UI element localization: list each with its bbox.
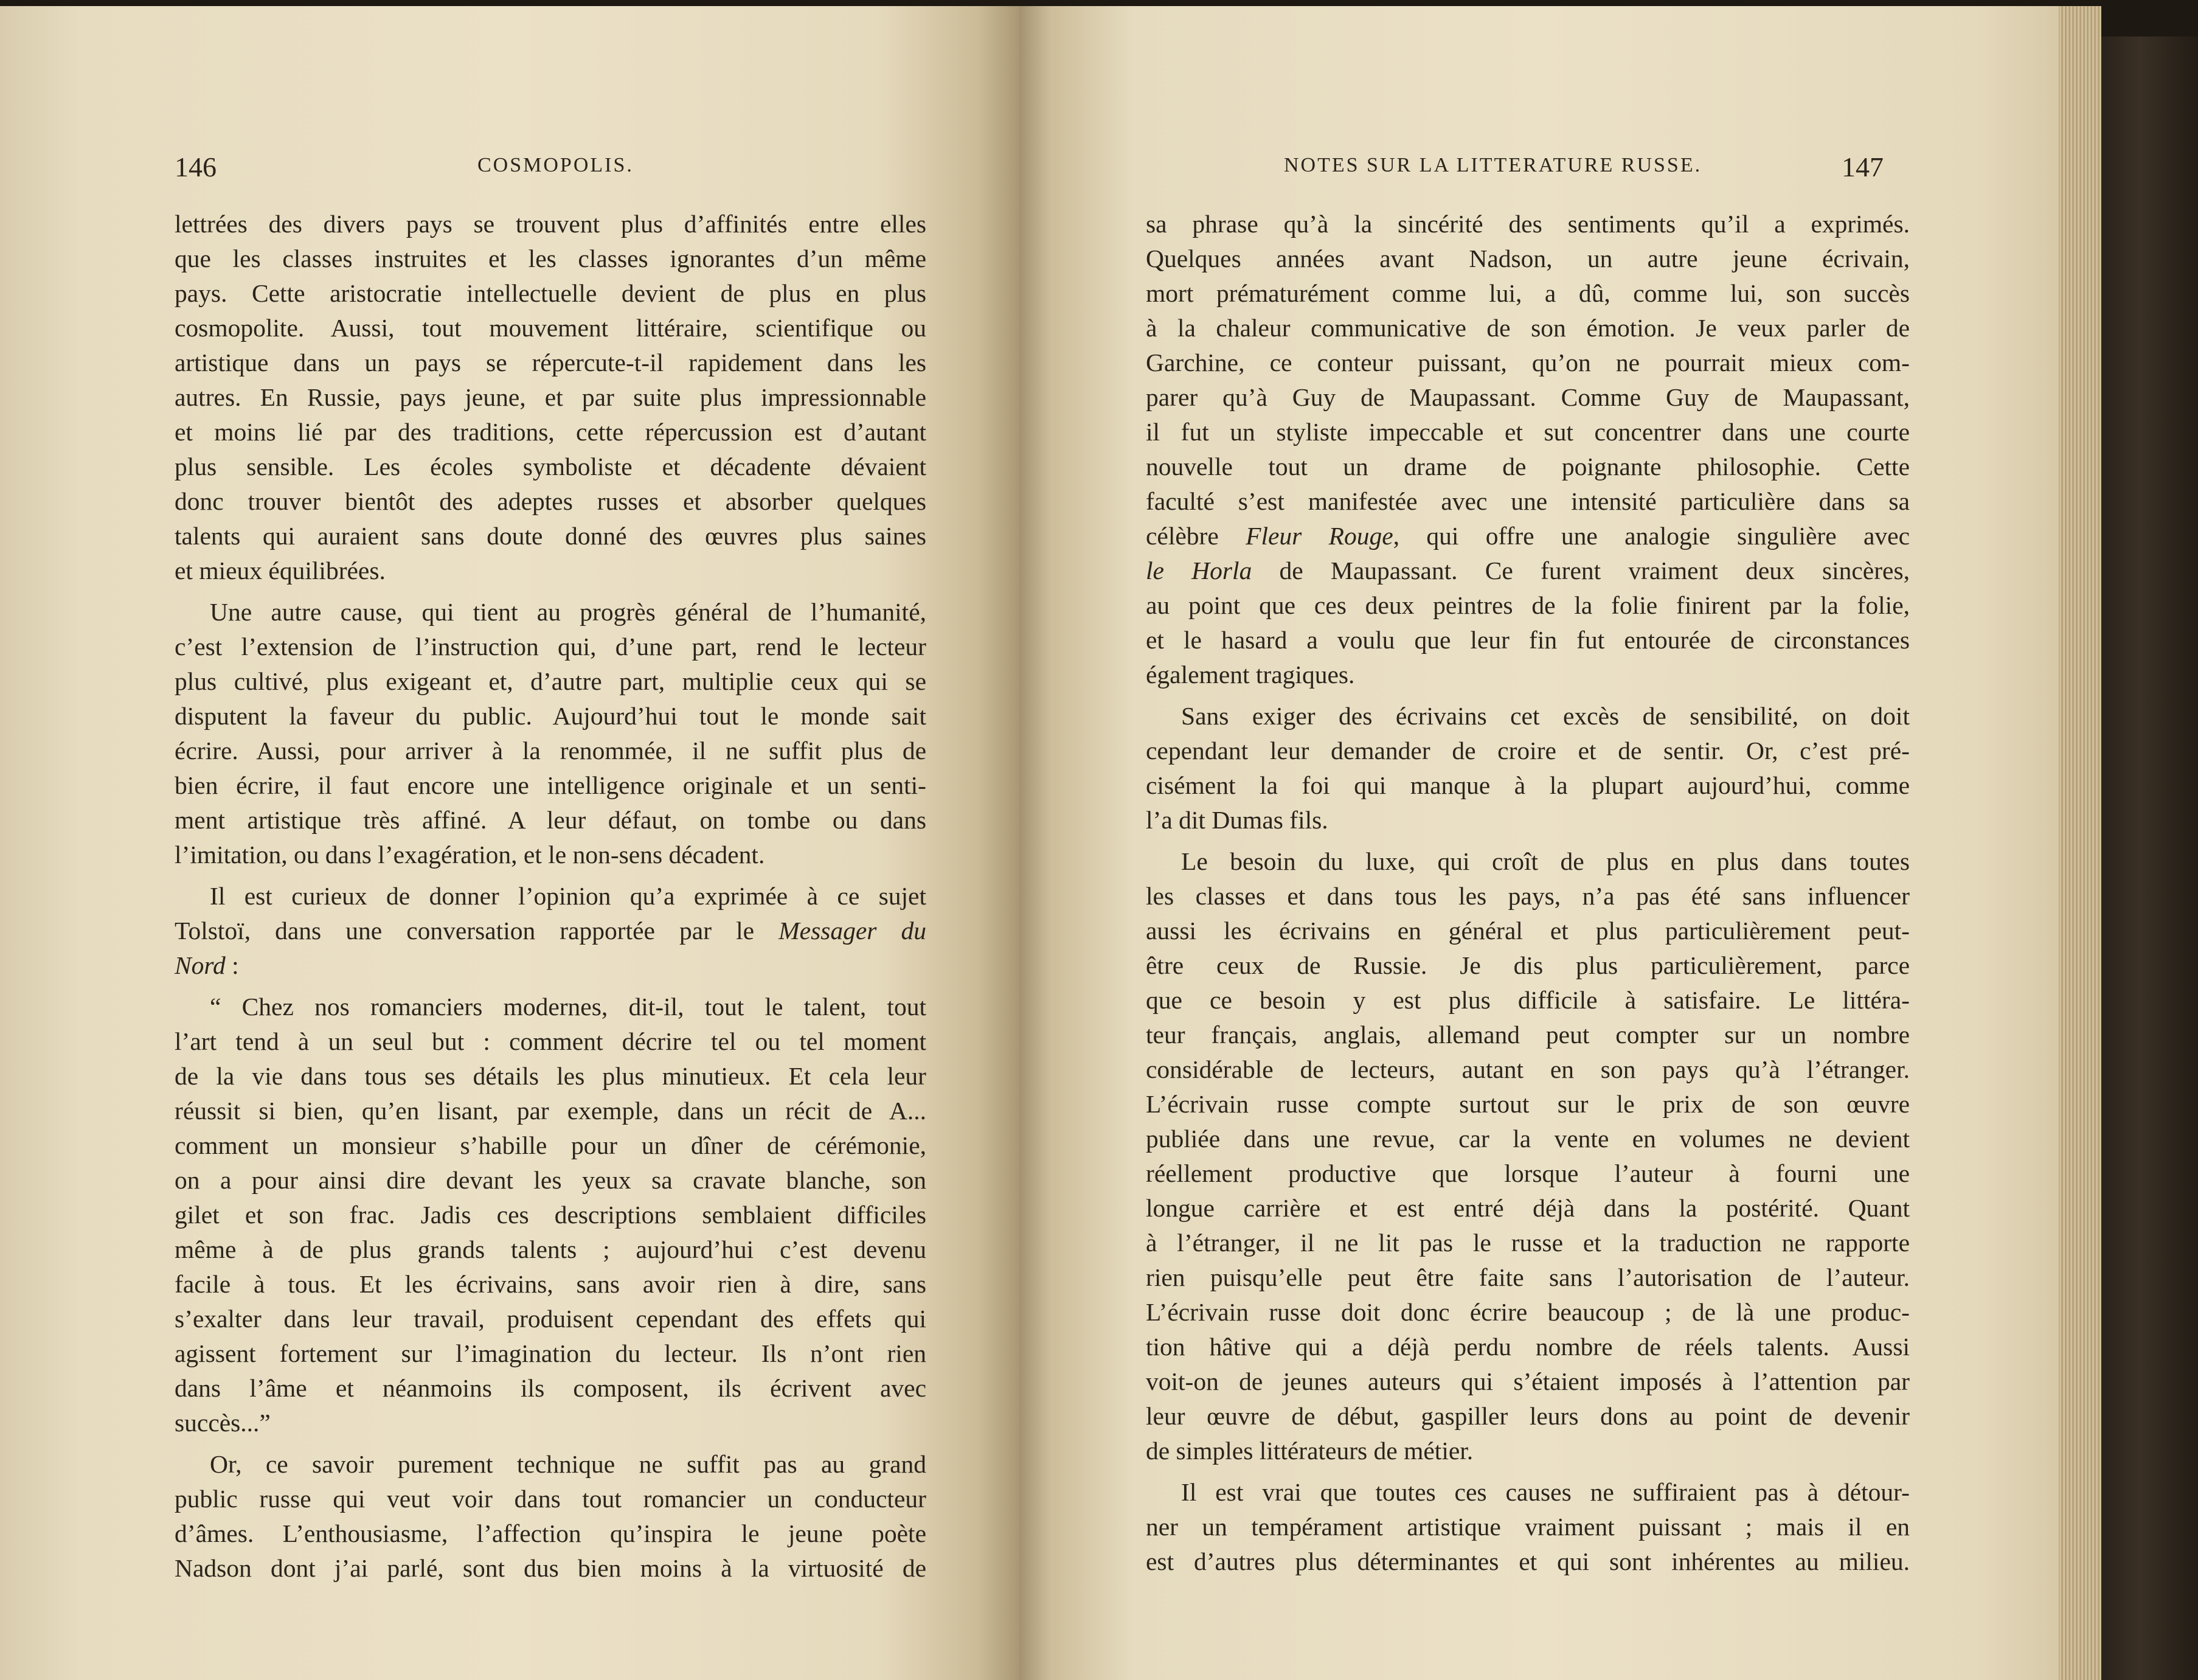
text-line: plus cultivé, plus exigeant et, d’autre part, multiplie ceux qui se [175, 667, 926, 695]
text-line: et moins lié par des traditions, cette répercussion est d’autant [175, 418, 926, 446]
text-line: Il est curieux de donner l’opinion qu’a exprimée à ce sujet [210, 882, 926, 910]
text-line: Le besoin du luxe, qui croît de plus en plus dans toutes [1181, 847, 1910, 875]
text-line: aussi les écrivains en général et plus particulièrement peut- [1146, 917, 1910, 945]
text-line: dans l’âme et néanmoins ils composent, ils écrivent avec [175, 1374, 926, 1402]
page-body [1146, 207, 1910, 1579]
left-page [0, 6, 1019, 1680]
text-line: on a pour ainsi dire devant les yeux sa cravate blanche, son [175, 1166, 926, 1194]
text-line: à l’étranger, il ne lit pas le russe et la traduction ne rapporte [1146, 1229, 1910, 1257]
paragraph [175, 207, 926, 588]
text-line: et le hasard a voulu que leur fin fut entourée de circonstances [1146, 626, 1910, 654]
running-head: COSMOPOLIS. [477, 154, 634, 176]
right-page [1019, 6, 2059, 1680]
text-line: de la vie dans tous ses détails les plus minutieux. Et cela leur [175, 1062, 926, 1090]
text-line: est d’autres plus déterminantes et qui sont inhérentes au milieu. [1146, 1547, 1910, 1575]
open-book-spread [0, 6, 2059, 1680]
text-line: Quelques années avant Nadson, un autre jeune écrivain, [1146, 245, 1910, 272]
page-body [175, 207, 926, 1586]
text-line: donc trouver bientôt des adeptes russes et absorber quelques [175, 487, 926, 515]
paragraph-gap [175, 983, 926, 990]
text-line: Tolstoï, dans une conversation rapportée par le Messager du [175, 917, 926, 945]
text-line: l’imitation, ou dans l’exagération, et le non-sens décadent. [175, 841, 765, 869]
text-line: disputent la faveur du public. Aujourd’hui tout le monde sait [175, 702, 926, 730]
paragraph [175, 990, 926, 1440]
text-line: être ceux de Russie. Je dis plus particulièrement, parce [1146, 951, 1910, 979]
text-line: voit-on de jeunes auteurs qui s’étaient imposés à l’attention par [1146, 1367, 1910, 1395]
text-line: “ Chez nos romanciers modernes, dit-il, tout le talent, tout [210, 993, 926, 1021]
paragraph [175, 595, 926, 872]
text-line: pays. Cette aristocratie intellectuelle devient de plus en plus [175, 279, 926, 307]
text-line: Sans exiger des écrivains cet excès de sensibilité, on doit [1181, 702, 1910, 730]
text-line: ner un tempérament artistique vraiment puissant ; mais il en [1146, 1513, 1910, 1541]
text-line: même à de plus grands talents ; aujourd’hui c’est devenu [175, 1235, 926, 1263]
text-line: de simples littérateurs de métier. [1146, 1437, 1474, 1465]
text-line: autres. En Russie, pays jeune, et par suite plus impressionnable [175, 383, 926, 411]
book-cover-edge [2101, 36, 2198, 1680]
paragraph-gap [175, 588, 926, 595]
running-head: NOTES SUR LA LITTERATURE RUSSE. [1284, 154, 1702, 176]
text-line: teur français, anglais, allemand peut compter sur un nombre [1146, 1021, 1910, 1049]
paragraph [175, 879, 926, 983]
text-line: cependant leur demander de croire et de sentir. Or, c’est pré- [1146, 737, 1910, 765]
text-line: écrire. Aussi, pour arriver à la renommée, il ne suffit plus de [175, 737, 926, 765]
text-line: cisément la foi qui manque à la plupart aujourd’hui, comme [1146, 771, 1910, 799]
text-line: L’écrivain russe compte surtout sur le prix de son œuvre [1146, 1090, 1910, 1118]
page-number: 146 [175, 151, 217, 182]
text-line: l’art tend à un seul but : comment décrire tel ou tel moment [175, 1027, 926, 1055]
text-line: les classes et dans tous les pays, n’a pas été sans influencer [1146, 882, 1910, 910]
text-line: artistique dans un pays se répercute-t-il rapidement dans les [175, 349, 926, 377]
paragraph [1146, 699, 1910, 838]
text-line: L’écrivain russe doit donc écrire beaucoup ; de là une produc- [1146, 1298, 1910, 1326]
text-line: succès...” [175, 1409, 271, 1437]
text-line: bien écrire, il faut encore une intelligence originale et un senti- [175, 771, 926, 799]
text-line: talents qui auraient sans doute donné des œuvres plus saines [175, 522, 926, 550]
text-line: lettrées des divers pays se trouvent plus d’affinités entre elles [175, 210, 926, 238]
text-line: Une autre cause, qui tient au progrès général de l’humanité, [210, 598, 926, 626]
text-line: le Horla de Maupassant. Ce furent vraiment deux sincères, [1146, 557, 1910, 585]
text-line: que les classes instruites et les classes ignorantes d’un même [175, 245, 926, 272]
text-line: mort prématurément comme lui, a dû, comme lui, son succès [1146, 279, 1910, 307]
text-line: Or, ce savoir purement technique ne suffit pas au grand [210, 1450, 926, 1478]
text-line: Nord : [175, 951, 239, 979]
text-line: célèbre Fleur Rouge, qui offre une analogie singulière avec [1146, 522, 1910, 550]
text-line: sa phrase qu’à la sincérité des sentiments qu’il a exprimés. [1146, 210, 1910, 238]
page-number: 147 [1842, 151, 1884, 182]
paragraph-gap [1146, 838, 1910, 844]
text-line: ment artistique très affiné. A leur défaut, on tombe ou dans [175, 806, 926, 834]
text-line: que ce besoin y est plus difficile à satisfaire. Le littéra- [1146, 986, 1910, 1014]
text-line: comment un monsieur s’habille pour un dîner de cérémonie, [175, 1131, 926, 1159]
text-line: réussit si bien, qu’en lisant, par exemple, dans un récit de A... [175, 1097, 926, 1125]
text-line: nouvelle tout un drame de poignante philosophie. Cette [1146, 453, 1910, 481]
text-line: publiée dans une revue, car la vente en volumes ne devient [1146, 1125, 1910, 1153]
text-line: Il est vrai que toutes ces causes ne suffiraient pas à détour- [1181, 1478, 1910, 1506]
text-line: réellement productive que lorsque l’auteur à fourni une [1146, 1159, 1910, 1187]
text-line: l’a dit Dumas fils. [1146, 806, 1328, 834]
text-line: cosmopolite. Aussi, tout mouvement littéraire, scientifique ou [175, 314, 926, 342]
paragraph [1146, 1475, 1910, 1579]
text-line: Garchine, ce conteur puissant, qu’on ne pourrait mieux com- [1146, 349, 1910, 377]
text-line: agissent fortement sur l’imagination du lecteur. Ils n’ont rien [175, 1339, 926, 1367]
paragraph [1146, 207, 1910, 692]
text-line: au point que ces deux peintres de la folie finirent par la folie, [1146, 591, 1910, 619]
text-line: s’exalter dans leur travail, produisent cependant des effets qui [175, 1305, 926, 1333]
text-line: rien puisqu’elle peut être faite sans l’autorisation de l’auteur. [1146, 1263, 1910, 1291]
text-line: il fut un styliste impeccable et sut concentrer dans une courte [1146, 418, 1910, 446]
text-line: d’âmes. L’enthousiasme, l’affection qu’inspira le jeune poète [175, 1519, 926, 1547]
paragraph-gap [1146, 1468, 1910, 1475]
text-line: faculté s’est manifestée avec une intensité particulière dans sa [1146, 487, 1910, 515]
text-line: facile à tous. Et les écrivains, sans avoir rien à dire, sans [175, 1270, 926, 1298]
paragraph-gap [175, 872, 926, 879]
text-line: plus sensible. Les écoles symboliste et décadente dévaient [175, 453, 926, 481]
text-line: longue carrière et est entré déjà dans la postérité. Quant [1146, 1194, 1910, 1222]
text-line: c’est l’extension de l’instruction qui, d’une part, rend le lecteur [175, 633, 926, 661]
text-line: Nadson dont j’ai parlé, sont dus bien moins à la virtuosité de [175, 1554, 926, 1582]
text-line: leur œuvre de début, gaspiller leurs dons au point de devenir [1146, 1402, 1910, 1430]
paragraph [175, 1447, 926, 1586]
paragraph-gap [175, 1440, 926, 1447]
text-line: et mieux équilibrées. [175, 557, 386, 585]
text-line: à la chaleur communicative de son émotion. Je veux parler de [1146, 314, 1910, 342]
text-line: gilet et son frac. Jadis ces descriptions semblaient difficiles [175, 1201, 926, 1229]
paragraph [1146, 844, 1910, 1468]
text-line: considérable de lecteurs, autant en son pays qu’à l’étranger. [1146, 1055, 1910, 1083]
text-line: également tragiques. [1146, 661, 1355, 689]
text-line: parer qu’à Guy de Maupassant. Comme Guy de Maupassant, [1146, 383, 1910, 411]
page-edges [2059, 6, 2101, 1680]
paragraph-gap [1146, 692, 1910, 699]
text-line: public russe qui veut voir dans tout romancier un conducteur [175, 1485, 926, 1513]
text-line: tion hâtive qui a déjà perdu nombre de réels talents. Aussi [1146, 1333, 1910, 1361]
